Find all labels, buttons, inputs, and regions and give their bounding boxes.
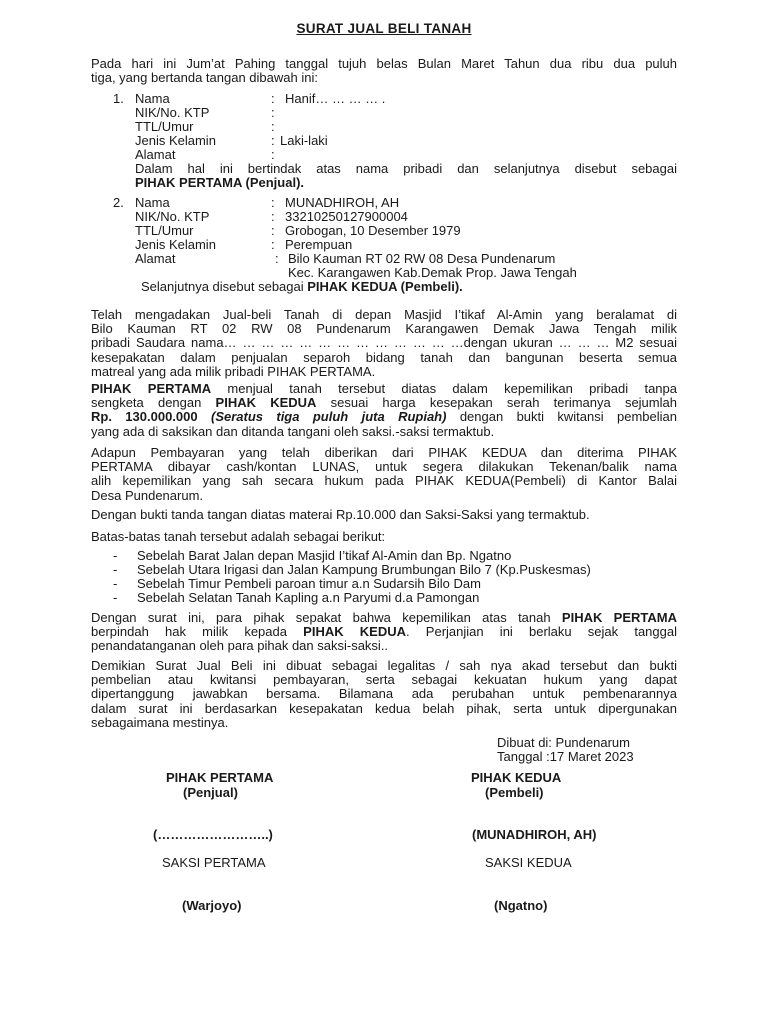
party-two-label: NIK/No. KTP — [135, 209, 210, 224]
closing-paragraph-line: dipertanggung jawabkan bersama. Bilamana ada perubahan untuk pembenarannya — [91, 686, 677, 702]
party-two-address-value: Bilo Kauman RT 02 RW 08 Desa Pundenarum — [288, 251, 556, 266]
party-two-colon: : — [271, 209, 275, 224]
price-paragraph-line — [91, 382, 677, 396]
document-title: SURAT JUAL BELI TANAH — [296, 21, 472, 36]
closing-paragraph — [91, 659, 677, 730]
stamp-paragraph-line: Dengan bukti tanda tangan diatas materai Rp.10.000 dan Saksi-Saksi yang termaktub. — [91, 507, 590, 522]
intro-line: tiga, yang bertanda tangan dibawah ini: — [91, 70, 318, 86]
party-two-nik-value: 3321025012790000​4 — [285, 209, 408, 224]
ownership-paragraph — [91, 611, 677, 654]
party-one-label: Nama — [135, 91, 170, 106]
party-one-signature-name: (……………………..) — [153, 827, 273, 842]
party-one-description — [135, 162, 677, 190]
boundaries-heading-text: Batas-batas tanah tersebut adalah sebagai berikut: — [91, 529, 386, 544]
party-two-label: Nama — [135, 195, 170, 210]
closing-paragraph-line: sebagaimana mestinya. — [91, 714, 229, 730]
intro-line: Pada hari ini Jum’at Pahing tanggal tujuh belas Bulan Maret Tahun dua ribu dua puluh — [91, 56, 677, 71]
party-two-signature-name: (MUNADHIROH, AH) — [472, 827, 597, 842]
boundary-item: Sebelah Selatan Tanah Kapling a.n Paryumi d.a Pamongan — [137, 590, 480, 605]
price-text: sesuai harga kesepakan serah terimanya sejumlah — [316, 395, 677, 411]
party-one-signature-title: PIHAK PERTAMA — [166, 770, 274, 785]
closing-paragraph-line: pembelian atau kwitansi pembayaran, serta sebagai kekuatan hukum yang dapat — [91, 672, 677, 688]
price-paragraph-line — [91, 396, 677, 410]
party-one-colon: : — [271, 105, 275, 120]
ownership-paragraph-line — [91, 625, 677, 639]
sale-paragraph-line: matreal yang ada milik pribadi PIHAK PERTAMA. — [91, 363, 376, 379]
party-one-colon: : — [271, 133, 275, 148]
party-one-ref: PIHAK PERTAMA — [561, 610, 677, 625]
ownership-paragraph-line — [91, 611, 677, 625]
party-two-address-line2: Kec. Karangawen Kab.Demak Prop. Jawa Tengah — [288, 265, 577, 280]
party-two-label: TTL/Umur — [135, 223, 194, 238]
bullet-dash: - — [113, 590, 118, 605]
party-one-label: Jenis Kelamin — [135, 133, 216, 148]
payment-paragraph-line: PERTAMA dibayar cash/kontan LUNAS, untuk segera dilakukan Tekenan/balik nama — [91, 459, 677, 475]
payment-paragraph-line: Desa Pundenarum. — [91, 487, 204, 503]
sale-paragraph-line: Bilo Kauman RT 02 RW 08 Pundenarum Karangawen Demak Jawa Tengah milik — [91, 321, 677, 337]
witness-one-name: (Warjoyo) — [182, 898, 242, 913]
price-amount-words: (Seratus tiga puluh juta Rupiah) — [210, 409, 447, 425]
ownership-text: berpindah hak milik kepada — [91, 624, 304, 640]
party-two-ref: PIHAK KEDUA — [215, 395, 317, 411]
party-two-signature-title: PIHAK KEDUA — [471, 770, 562, 785]
ownership-paragraph-line: penandatanganan oleh para pihak dan saksi-saksi.. — [91, 638, 389, 654]
party-two-gender-value: Perempuan — [285, 237, 353, 252]
price-paragraph-line: yang ada di saksikan dan ditanda tangani oleh saksi.-saksi termaktub. — [91, 423, 495, 439]
ownership-text: . Perjanjian ini berlaku sejak tanggal — [406, 624, 677, 640]
closing-paragraph-line: dalam surat ini berdasarkan kesepakatan kedua belah pihak, serta untuk dipergunakan — [91, 700, 677, 716]
party-two-colon: : — [275, 251, 279, 266]
stamp-paragraph — [91, 508, 677, 522]
place-text: Dibuat di: Pundenarum — [497, 735, 630, 750]
payment-paragraph-line: alih kepemilikan yang sah secara hukum pada PIHAK KEDUA(Pembeli) di Kantor Balai — [91, 473, 677, 489]
party-two-colon: : — [271, 195, 275, 210]
boundary-item: Sebelah Utara Irigasi dan Jalan Kampung Brumbungan Bilo 7 (Kp.Puskesmas) — [137, 562, 591, 577]
party-two-designation: PIHAK KEDUA (Pembeli). — [307, 279, 463, 294]
bullet-dash: - — [113, 548, 118, 563]
price-text: sengketa dengan — [91, 395, 216, 411]
boundaries-heading — [91, 530, 677, 544]
payment-paragraph — [91, 446, 677, 503]
witness-one-title: SAKSI PERTAMA — [162, 855, 266, 870]
party-one-description-line: Dalam hal ini bertindak atas nama pribadi dan selanjutnya disebut sebagai — [135, 161, 677, 176]
party-one-label: Alamat — [135, 147, 176, 162]
party-two-ref: PIHAK KEDUA — [303, 624, 407, 640]
party-one-label: NIK/No. KTP — [135, 105, 210, 120]
party-one-name-value: Hanif… … … … . — [285, 91, 386, 106]
party-two-label: Alamat — [135, 251, 176, 266]
sale-paragraph-line: Telah mengadakan Jual-beli Tanah di depan Masjid I’tikaf Al-Amin yang beralamat di — [91, 307, 677, 322]
boundary-item: Sebelah Timur Pembeli paroan timur a.n Sudarsih Bilo Dam — [137, 576, 481, 591]
price-paragraph — [91, 382, 677, 439]
sale-paragraph-line: kesepakatan dalam penjualan separoh bidang tanah dan bangunan beserta semua — [91, 349, 677, 365]
date-text: Tanggal :17 Maret 2023 — [497, 749, 634, 764]
party-two-name-value: MUNADHIROH, AH — [285, 195, 400, 210]
party-one-label: TTL/Umur — [135, 119, 194, 134]
witness-two-name: (Ngatno) — [494, 898, 548, 913]
sale-paragraph — [91, 308, 677, 379]
boundary-item: Sebelah Barat Jalan depan Masjid I’tikaf Al-Amin dan Bp. Ngatno — [137, 548, 512, 563]
ownership-text: Dengan surat ini, para pihak sepakat bahwa kepemilikan atas tanah — [91, 610, 562, 625]
party-one-colon: : — [271, 91, 275, 106]
party-two-description-text: Selanjutnya disebut sebagai — [141, 279, 308, 294]
party-two-description — [141, 280, 463, 294]
party-two-colon: : — [271, 223, 275, 238]
witness-two-title: SAKSI KEDUA — [485, 855, 572, 870]
price-text: menjual tanah tersebut diatas dalam kepemilikan pribadi tanpa — [211, 381, 677, 396]
intro-paragraph — [91, 57, 677, 85]
party-two-label: Jenis Kelamin — [135, 237, 216, 252]
party-one-number: 1. — [113, 91, 124, 106]
party-one-colon: : — [271, 147, 275, 162]
bullet-dash: - — [113, 562, 118, 577]
party-two-signature-role: (Pembeli) — [485, 785, 544, 800]
closing-paragraph-line: Demikian Surat Jual Beli ini dibuat sebagai legalitas / sah nya akad tersebut dan bukti — [91, 658, 677, 673]
party-two-ttl-value: Grobogan, 10 Desember 1979 — [285, 223, 461, 238]
party-two-number: 2. — [113, 195, 124, 210]
price-paragraph-line — [91, 410, 677, 424]
party-one-gender-value: Laki-laki — [280, 133, 328, 148]
party-one-colon: : — [271, 119, 275, 134]
price-text: dengan bukti kwitansi pembelian — [446, 409, 677, 425]
party-one-signature-role: (Penjual) — [183, 785, 238, 800]
sale-paragraph-line: pribadi Saudara nama… … … … … … … … … … … … …dengan ukuran … … … M2 sesuai — [91, 335, 677, 351]
party-one-ref: PIHAK PERTAMA — [91, 381, 212, 396]
party-one-designation: PIHAK PERTAMA (Penjual). — [135, 175, 305, 191]
party-two-colon: : — [271, 237, 275, 252]
bullet-dash: - — [113, 576, 118, 591]
payment-paragraph-line: Adapun Pembayaran yang telah diberikan dari PIHAK KEDUA dan diterima PIHAK — [91, 445, 677, 460]
price-amount: Rp. 130.000.000 — [91, 409, 198, 425]
